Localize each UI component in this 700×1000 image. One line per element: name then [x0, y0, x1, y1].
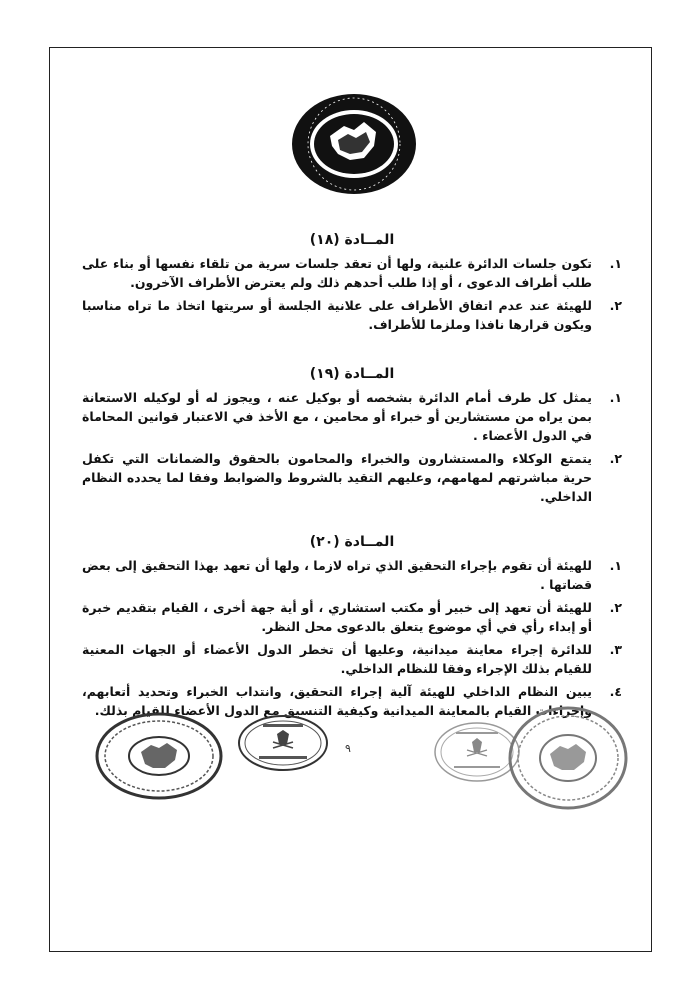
gcc-council-round-seal-icon	[95, 712, 223, 800]
article-19-title: المــادة (١٩)	[309, 366, 395, 382]
list-item	[82, 296, 622, 334]
item-text: يمثل كل طرف أمام الدائرة بشخصه أو بوكيل عنه ، ويجوز له أو لوكيله الاستعانة بمن يراه من مستشارين أو خبراء أو محامين ، مع الأخذ في الاعتبار قوانين المحاماة في الدول الأعضاء .	[82, 390, 592, 443]
item-number: ١.	[609, 390, 622, 405]
list-item	[82, 556, 622, 594]
item-text: تكون جلسات الدائرة علنية، ولها أن تعقد جلسات سرية من تلقاء نفسها أو بناء على طلب أطراف الدعوى ، أو إذا طلب أحدهم ذلك ولم يعترض الأطراف الآخرون.	[82, 256, 592, 290]
item-text: للهيئة عند عدم اتفاق الأطراف على علانية الجلسة أو سريتها اتخاذ ما تراه مناسبا ويكون قرارها نافذا وملزما للأطراف.	[82, 298, 592, 332]
item-number: ١.	[609, 558, 622, 573]
item-text: يبين النظام الداخلي للهيئة آلية إجراء التحقيق، وانتداب الخبراء وتحديد أتعابهم، وإجراءات القيام بالمعاينة الميدانية وكيفية التنسيق مع الدول الأعضاء للقيام بذلك.	[82, 684, 592, 718]
item-text: للدائرة إجراء معاينة ميدانية، وعليها أن تخطر الدول الأعضاء أو الجهات المعنية للقيام بذلك الإجراء وفقا للنظام الداخلي.	[82, 642, 592, 676]
list-item	[82, 598, 622, 636]
item-text: للهيئة أن تقوم بإجراء التحقيق الذي تراه لازما ، ولها أن تعهد بهذا التحقيق إلى بعض قضاتها .	[82, 558, 592, 592]
saudi-oval-stamp-icon	[237, 714, 329, 772]
item-number: ٢.	[609, 298, 622, 313]
article-18-title: المــادة (١٨)	[309, 232, 395, 248]
item-number: ٣.	[609, 642, 622, 657]
list-item	[82, 388, 622, 445]
item-text: يتمتع الوكلاء والمستشارون والخبراء والمحامون بالحقوق والضمانات التي تكفل حرية مباشرتهم لمهامهم، وعليهم التقيد بالشروط والضوابط وفقا لما يحدده النظام الداخلي.	[82, 451, 592, 504]
gcc-council-round-seal-faded-icon	[508, 706, 628, 810]
item-number: ١.	[609, 256, 622, 271]
article-20-title: المــادة (٢٠)	[309, 534, 395, 550]
gcc-emblem-seal	[290, 92, 418, 196]
item-text: للهيئة أن تعهد إلى خبير أو مكتب استشاري ، أو أية جهة أخرى ، القيام بتقديم خبرة أو إبداء رأي في أي موضوع يتعلق بالدعوى محل النظر.	[82, 600, 592, 634]
article-19-items	[82, 388, 622, 506]
article-18-items	[82, 254, 622, 334]
item-number: ٢.	[609, 451, 622, 466]
list-item	[82, 254, 622, 292]
document-body	[82, 232, 622, 724]
page-number: ٩	[345, 742, 351, 755]
list-item	[82, 449, 622, 506]
article-20-items	[82, 556, 622, 720]
item-number: ٤.	[609, 684, 622, 699]
item-number: ٢.	[609, 600, 622, 615]
list-item	[82, 640, 622, 678]
